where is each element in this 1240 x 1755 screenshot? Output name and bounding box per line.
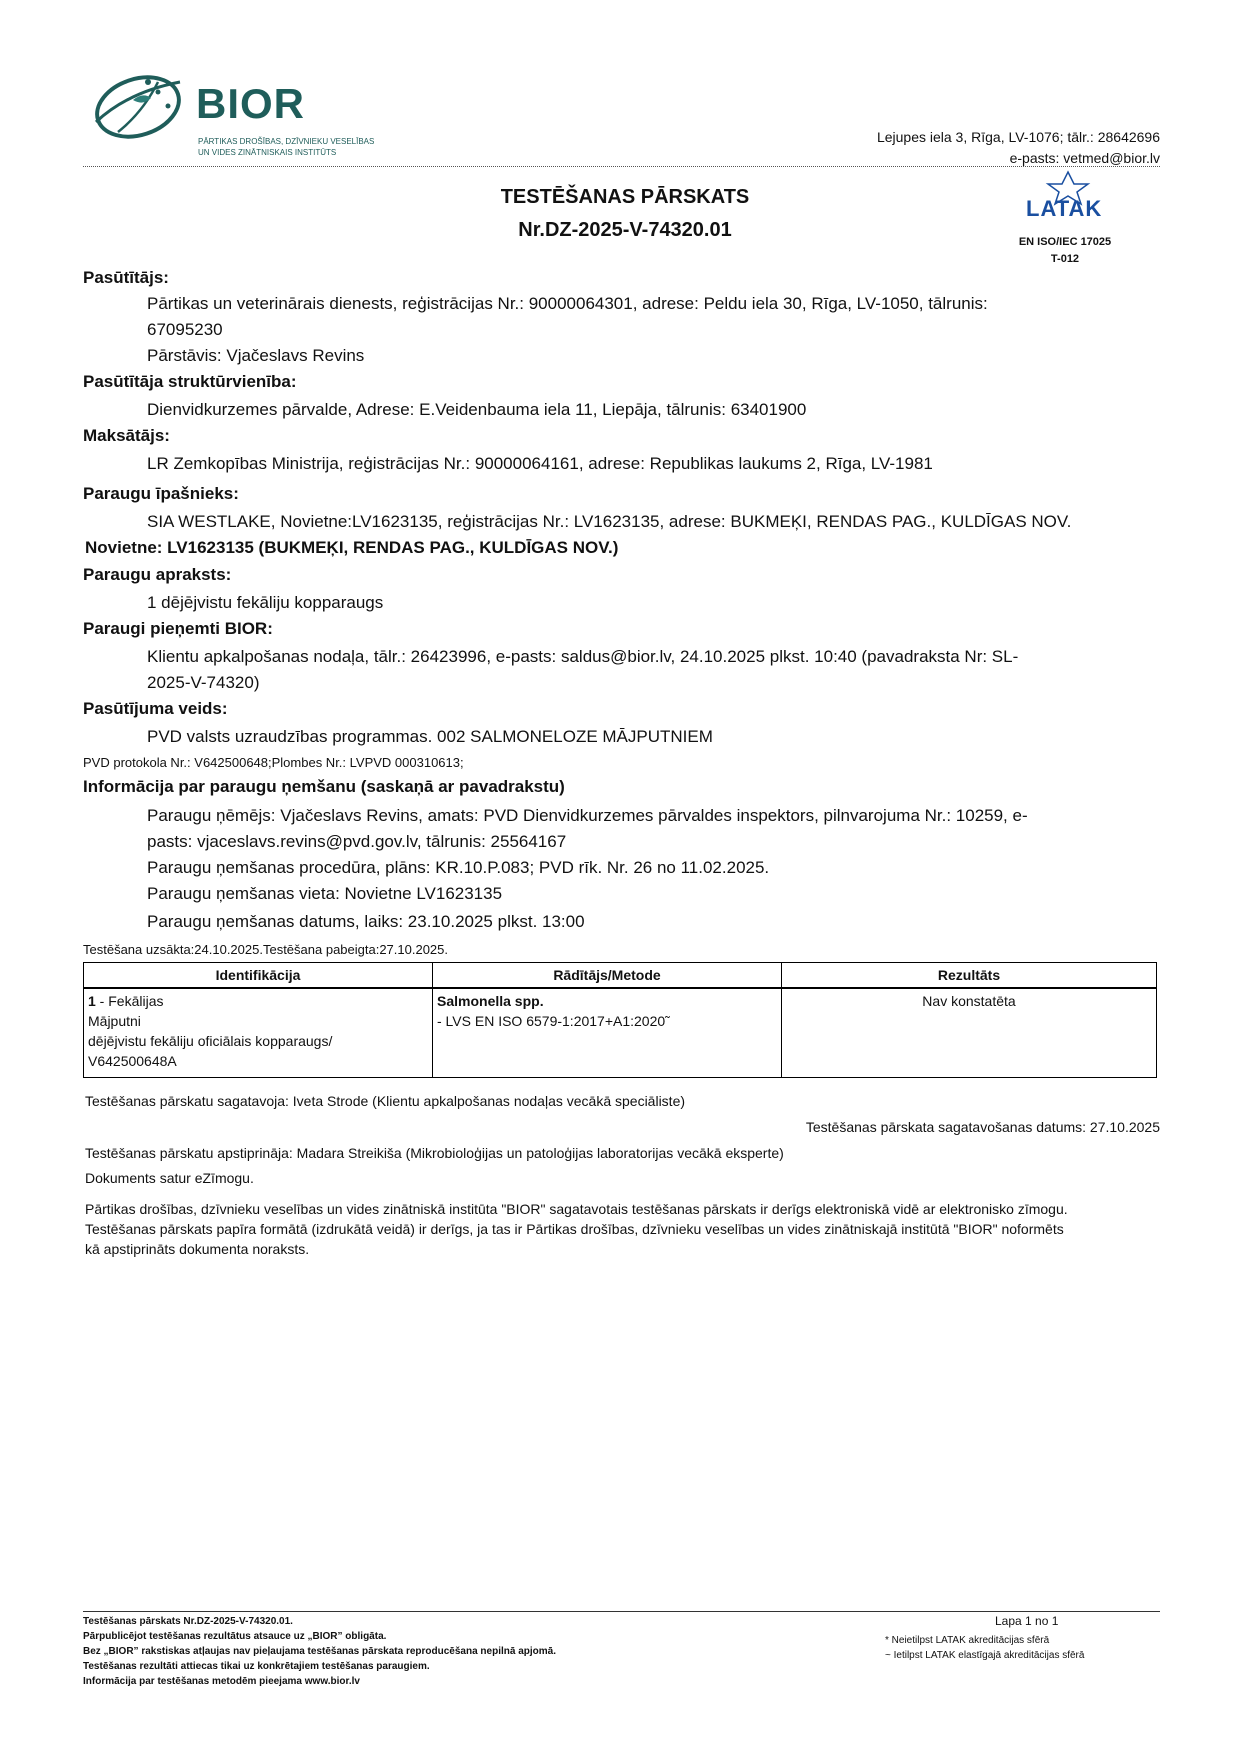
latak-logo	[1008, 170, 1128, 234]
validity-notice-3: kā apstiprināts dokumenta noraksts.	[85, 1241, 310, 1257]
sample-code: V642500648A	[88, 1053, 177, 1069]
received-line-2: 2025-V-74320)	[147, 673, 260, 692]
validity-notice-2: Testēšanas pārskats papīra formātā (izdrukātā veidā) ir derīgs, ja tas ir Pārtikas drošības, dzīvnieku veselības un vides zinātniskajā institūtā "BIOR" noformēts	[85, 1221, 1064, 1237]
logo-subtitle-2: UN VIDES ZINĀTNISKAIS INSTITŪTS	[198, 148, 337, 157]
table-header-row	[84, 963, 1157, 989]
latak-wordmark: LATAK	[1026, 196, 1103, 221]
description-value: 1 dējējvistu fekāliju kopparaugs	[147, 593, 384, 612]
sample-description: dējējvistu fekāliju oficiālais kopparaugs/	[88, 1033, 333, 1049]
unit-value: Dienvidkurzemes pārvalde, Adrese: E.Veidenbauma iela 11, Liepāja, tālrunis: 63401900	[147, 400, 807, 419]
customer-representative: Pārstāvis: Vjačeslavs Revins	[147, 346, 365, 365]
footnote-not-accredited: * Neietilpst LATAK akreditācijas sfērā	[885, 1635, 1050, 1646]
preparation-date: Testēšanas pārskata sagatavošanas datums: 27.10.2025	[805, 1119, 1160, 1135]
sampling-datetime: Paraugu ņemšanas datums, laiks: 23.10.2025 plkst. 13:00	[147, 912, 585, 931]
sample-number: 1	[88, 993, 96, 1009]
col-header-indicator-method: Rādītājs/Metode	[433, 963, 782, 989]
eseal-notice: Dokuments satur eZīmogu.	[85, 1170, 254, 1186]
logo-wordmark: BIOR	[196, 80, 305, 127]
footer-scope-note: Testēšanas rezultāti attiecas tikai uz konkrētajiem testēšanas paraugiem.	[83, 1661, 430, 1672]
description-label: Paraugu apraksts:	[83, 565, 232, 584]
header-divider	[83, 166, 1160, 167]
method-name: - LVS EN ISO 6579-1:2017+A1:2020˜	[437, 1013, 670, 1029]
footnote-flexible-scope: ~ Ietilpst LATAK elastīgajā akreditācijas sfērā	[885, 1650, 1085, 1661]
sampler-line-2: pasts: vjaceslavs.revins@pvd.gov.lv, tālrunis: 25564167	[147, 832, 567, 851]
report-title: TESTĒŠANAS PĀRSKATS	[500, 186, 750, 208]
payer-value: LR Zemkopības Ministrija, reģistrācijas Nr.: 90000064161, adrese: Republikas laukums 2, Rīga, LV-1981	[147, 454, 933, 473]
footer-reproduction-note: Bez „BIOR” rakstiskas atļaujas nav pieļaujama testēšanas pārskata reproducēšana nepilnā apjomā.	[83, 1646, 556, 1657]
footer-report-number: Testēšanas pārskats Nr.DZ-2025-V-74320.01.	[83, 1616, 293, 1627]
received-line-1: Klientu apkalpošanas nodaļa, tālr.: 26423996, e-pasts: saldus@bior.lv, 24.10.2025 plkst. 10:40 (pavadraksta Nr: SL-	[147, 647, 1019, 666]
sampling-label: Informācija par paraugu ņemšanu (saskaņā ar pavadrakstu)	[83, 777, 565, 796]
received-label: Paraugi pieņemti BIOR:	[83, 619, 273, 638]
footer-divider	[83, 1611, 1160, 1612]
col-header-identification: Identifikācija	[84, 963, 433, 989]
footer-methods-link: Informācija par testēšanas metodēm pieejama www.bior.lv	[83, 1676, 360, 1687]
header-email: e-pasts: vetmed@bior.lv	[1009, 150, 1160, 166]
col-header-result: Rezultāts	[782, 963, 1157, 989]
report-number: Nr.DZ-2025-V-74320.01	[518, 219, 732, 241]
sample-type: - Fekālijas	[95, 993, 164, 1009]
prepared-by: Testēšanas pārskatu sagatavoja: Iveta Strode (Klientu apkalpošanas nodaļas vecākā speciāliste)	[85, 1093, 686, 1109]
order-type-label: Pasūtījuma veids:	[83, 699, 228, 718]
payer-label: Maksātājs:	[83, 426, 170, 445]
results-table	[83, 962, 1157, 1078]
protocol-info: PVD protokola Nr.: V642500648;Plombes Nr.: LVPVD 000310613;	[83, 755, 464, 770]
accreditation-standard: EN ISO/IEC 17025	[1018, 236, 1112, 248]
order-type-value: PVD valsts uzraudzības programmas. 002 SALMONELOZE MĀJPUTNIEM	[147, 727, 713, 746]
holding-info: Novietne: LV1623135 (BUKMEĶI, RENDAS PAG., KULDĪGAS NOV.)	[85, 538, 619, 557]
logo-subtitle-1: PĀRTIKAS DROŠĪBAS, DZĪVNIEKU VESELĪBAS	[198, 137, 375, 146]
header-address: Lejupes iela 3, Rīga, LV-1076; tālr.: 28642696	[876, 129, 1160, 145]
cell-result	[782, 988, 1157, 1078]
result-value: Nav konstatēta	[922, 993, 1016, 1009]
unit-label: Pasūtītāja struktūrvienība:	[83, 372, 297, 391]
indicator-name: Salmonella spp.	[437, 993, 544, 1009]
sampling-procedure: Paraugu ņemšanas procedūra, plāns: KR.10.P.083; PVD rīk. Nr. 26 no 11.02.2025.	[147, 858, 770, 877]
customer-line-1: Pārtikas un veterinārais dienests, reģistrācijas Nr.: 90000064301, adrese: Peldu iela 30, Rīga, LV-1050, tālrunis:	[147, 294, 988, 313]
bior-logo	[88, 62, 408, 172]
approved-by: Testēšanas pārskatu apstiprināja: Madara Streikiša (Mikrobioloģijas un patoloģijas laboratorijas vecākā eksperte)	[85, 1145, 784, 1161]
cell-indicator-method	[433, 988, 782, 1078]
owner-label: Paraugu īpašnieks:	[83, 484, 239, 503]
owner-value: SIA WESTLAKE, Novietne:LV1623135, reģistrācijas Nr.: LV1623135, adrese: BUKMEĶI, RENDAS PAG., KULDĪGAS NOV.	[147, 512, 1072, 531]
cell-identification	[84, 988, 433, 1078]
sample-species: Mājputni	[88, 1013, 141, 1029]
testing-period: Testēšana uzsākta:24.10.2025.Testēšana pabeigta:27.10.2025.	[83, 942, 449, 957]
customer-label: Pasūtītājs:	[83, 268, 169, 287]
validity-notice-1: Pārtikas drošības, dzīvnieku veselības un vides zinātniskā institūta "BIOR" sagatavotais testēšanas pārskats ir derīgs elektroniskā vidē ar elektronisko zīmogu.	[85, 1201, 1068, 1217]
accreditation-code: T-012	[1050, 253, 1080, 265]
page-indicator: Lapa 1 no 1	[995, 1614, 1059, 1628]
footer-republish-note: Pārpublicējot testēšanas rezultātus atsauce uz „BIOR” obligāta.	[83, 1631, 387, 1642]
customer-line-2: 67095230	[147, 320, 223, 339]
sampling-place: Paraugu ņemšanas vieta: Novietne LV1623135	[147, 884, 503, 903]
bior-emblem-icon	[88, 62, 198, 172]
table-row	[84, 988, 1157, 1078]
sampler-line-1: Paraugu ņēmējs: Vjačeslavs Revins, amats: PVD Dienvidkurzemes pārvaldes inspektors, pilnvarojuma Nr.: 10259, e-	[147, 806, 1028, 825]
